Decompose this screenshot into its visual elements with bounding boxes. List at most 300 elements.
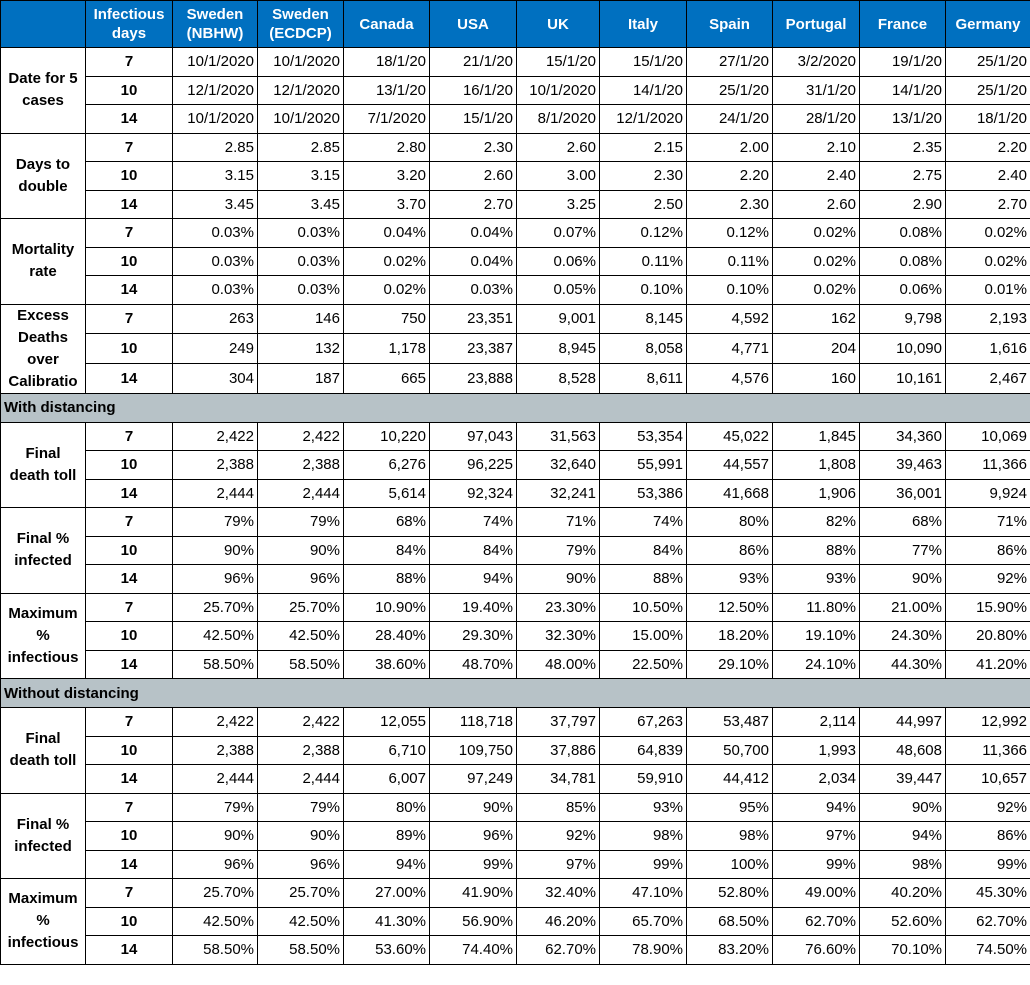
value-cell: 44.30%	[860, 650, 946, 679]
infectious-days-cell: 10	[86, 76, 173, 105]
value-cell: 0.03%	[173, 276, 258, 305]
value-cell: 88%	[344, 565, 430, 594]
value-cell: 42.50%	[173, 907, 258, 936]
value-cell: 0.10%	[687, 276, 773, 305]
table-row	[1, 907, 1030, 936]
value-cell: 97,043	[430, 422, 517, 451]
value-cell: 27.00%	[344, 879, 430, 908]
value-cell: 88%	[773, 536, 860, 565]
value-cell: 13/1/20	[344, 76, 430, 105]
value-cell: 50,700	[687, 736, 773, 765]
table-row	[1, 822, 1030, 851]
value-cell: 12/1/2020	[173, 76, 258, 105]
table-row	[1, 76, 1030, 105]
value-cell: 41.90%	[430, 879, 517, 908]
value-cell: 79%	[258, 793, 344, 822]
value-cell: 2.10	[773, 133, 860, 162]
table-row	[1, 936, 1030, 965]
value-cell: 70.10%	[860, 936, 946, 965]
table-row	[1, 304, 1030, 334]
value-cell: 18/1/20	[946, 105, 1030, 134]
infectious-days-cell: 7	[86, 879, 173, 908]
value-cell: 34,781	[517, 765, 600, 794]
header-country: Sweden (NBHW)	[173, 1, 258, 48]
value-cell: 665	[344, 363, 430, 393]
value-cell: 99%	[773, 850, 860, 879]
metric-label: Days to double	[1, 133, 86, 219]
infectious-days-cell: 14	[86, 276, 173, 305]
value-cell: 77%	[860, 536, 946, 565]
table-header	[1, 1, 1030, 48]
value-cell: 1,845	[773, 422, 860, 451]
value-cell: 52.60%	[860, 907, 946, 936]
value-cell: 263	[173, 304, 258, 334]
value-cell: 2,422	[258, 708, 344, 737]
value-cell: 28/1/20	[773, 105, 860, 134]
value-cell: 25/1/20	[946, 48, 1030, 77]
value-cell: 3.15	[173, 162, 258, 191]
value-cell: 146	[258, 304, 344, 334]
value-cell: 2.60	[517, 133, 600, 162]
value-cell: 25.70%	[173, 879, 258, 908]
value-cell: 3.00	[517, 162, 600, 191]
value-cell: 100%	[687, 850, 773, 879]
value-cell: 62.70%	[517, 936, 600, 965]
value-cell: 41.20%	[946, 650, 1030, 679]
value-cell: 15/1/20	[600, 48, 687, 77]
value-cell: 2,444	[258, 479, 344, 508]
table-row	[1, 422, 1030, 451]
table-row	[1, 793, 1030, 822]
value-cell: 1,178	[344, 334, 430, 364]
table-row	[1, 247, 1030, 276]
value-cell: 21.00%	[860, 593, 946, 622]
value-cell: 2,388	[173, 736, 258, 765]
value-cell: 2,467	[946, 363, 1030, 393]
value-cell: 92%	[946, 565, 1030, 594]
value-cell: 7/1/2020	[344, 105, 430, 134]
value-cell: 0.03%	[173, 219, 258, 248]
table-row	[1, 565, 1030, 594]
value-cell: 2.75	[860, 162, 946, 191]
value-cell: 68%	[344, 508, 430, 537]
value-cell: 1,808	[773, 451, 860, 480]
value-cell: 10/1/2020	[258, 105, 344, 134]
value-cell: 97%	[773, 822, 860, 851]
value-cell: 16/1/20	[430, 76, 517, 105]
value-cell: 0.03%	[173, 247, 258, 276]
value-cell: 2.60	[430, 162, 517, 191]
value-cell: 0.08%	[860, 247, 946, 276]
value-cell: 0.02%	[773, 219, 860, 248]
value-cell: 89%	[344, 822, 430, 851]
infectious-days-cell: 10	[86, 334, 173, 364]
infectious-days-cell: 14	[86, 190, 173, 219]
value-cell: 96%	[258, 565, 344, 594]
value-cell: 0.02%	[773, 247, 860, 276]
value-cell: 2.30	[687, 190, 773, 219]
value-cell: 14/1/20	[600, 76, 687, 105]
value-cell: 0.03%	[258, 276, 344, 305]
value-cell: 80%	[344, 793, 430, 822]
value-cell: 2.20	[946, 133, 1030, 162]
value-cell: 99%	[430, 850, 517, 879]
infectious-days-cell: 7	[86, 593, 173, 622]
section-label: Without distancing	[1, 679, 1030, 708]
value-cell: 68%	[860, 508, 946, 537]
value-cell: 2,444	[258, 765, 344, 794]
value-cell: 49.00%	[773, 879, 860, 908]
metric-label: Final death toll	[1, 708, 86, 794]
table-row	[1, 48, 1030, 77]
value-cell: 96%	[430, 822, 517, 851]
value-cell: 0.02%	[344, 276, 430, 305]
value-cell: 2,422	[173, 708, 258, 737]
value-cell: 53,487	[687, 708, 773, 737]
value-cell: 0.11%	[600, 247, 687, 276]
value-cell: 92,324	[430, 479, 517, 508]
infectious-days-cell: 14	[86, 479, 173, 508]
value-cell: 95%	[687, 793, 773, 822]
value-cell: 1,993	[773, 736, 860, 765]
header-country: Portugal	[773, 1, 860, 48]
value-cell: 94%	[773, 793, 860, 822]
value-cell: 65.70%	[600, 907, 687, 936]
value-cell: 97%	[517, 850, 600, 879]
value-cell: 1,616	[946, 334, 1030, 364]
value-cell: 2.15	[600, 133, 687, 162]
value-cell: 2,422	[173, 422, 258, 451]
value-cell: 13/1/20	[860, 105, 946, 134]
value-cell: 90%	[517, 565, 600, 594]
value-cell: 41,668	[687, 479, 773, 508]
infectious-days-cell: 10	[86, 162, 173, 191]
value-cell: 80%	[687, 508, 773, 537]
value-cell: 44,997	[860, 708, 946, 737]
value-cell: 53,354	[600, 422, 687, 451]
value-cell: 19.40%	[430, 593, 517, 622]
metric-label: Maximum % infectious	[1, 879, 86, 965]
value-cell: 96%	[173, 850, 258, 879]
section-header-row	[1, 679, 1030, 708]
value-cell: 0.02%	[946, 247, 1030, 276]
value-cell: 68.50%	[687, 907, 773, 936]
value-cell: 23,888	[430, 363, 517, 393]
value-cell: 2.20	[687, 162, 773, 191]
value-cell: 25.70%	[173, 593, 258, 622]
value-cell: 2.30	[600, 162, 687, 191]
value-cell: 88%	[600, 565, 687, 594]
infectious-days-cell: 14	[86, 105, 173, 134]
value-cell: 79%	[173, 793, 258, 822]
value-cell: 3.20	[344, 162, 430, 191]
value-cell: 12.50%	[687, 593, 773, 622]
value-cell: 98%	[687, 822, 773, 851]
value-cell: 37,797	[517, 708, 600, 737]
header-country: USA	[430, 1, 517, 48]
value-cell: 92%	[517, 822, 600, 851]
value-cell: 15/1/20	[430, 105, 517, 134]
value-cell: 1,906	[773, 479, 860, 508]
header-infectious-days: Infectious days	[86, 1, 173, 48]
value-cell: 48.70%	[430, 650, 517, 679]
value-cell: 52.80%	[687, 879, 773, 908]
value-cell: 98%	[860, 850, 946, 879]
value-cell: 53.60%	[344, 936, 430, 965]
value-cell: 32.30%	[517, 622, 600, 651]
table-row	[1, 708, 1030, 737]
value-cell: 90%	[860, 793, 946, 822]
table-row	[1, 879, 1030, 908]
value-cell: 0.02%	[344, 247, 430, 276]
value-cell: 44,412	[687, 765, 773, 794]
metric-label: Final % infected	[1, 508, 86, 594]
value-cell: 19/1/20	[860, 48, 946, 77]
value-cell: 2.90	[860, 190, 946, 219]
value-cell: 2.85	[173, 133, 258, 162]
value-cell: 8,611	[600, 363, 687, 393]
value-cell: 15.90%	[946, 593, 1030, 622]
value-cell: 82%	[773, 508, 860, 537]
value-cell: 10,161	[860, 363, 946, 393]
value-cell: 5,614	[344, 479, 430, 508]
value-cell: 76.60%	[773, 936, 860, 965]
value-cell: 4,592	[687, 304, 773, 334]
value-cell: 58.50%	[173, 936, 258, 965]
value-cell: 79%	[173, 508, 258, 537]
value-cell: 24.30%	[860, 622, 946, 651]
value-cell: 79%	[258, 508, 344, 537]
value-cell: 90%	[173, 822, 258, 851]
table-row	[1, 219, 1030, 248]
value-cell: 37,886	[517, 736, 600, 765]
infectious-days-cell: 7	[86, 48, 173, 77]
infectious-days-cell: 7	[86, 133, 173, 162]
metric-label: Excess Deaths over Calibratio	[1, 304, 86, 393]
value-cell: 2.35	[860, 133, 946, 162]
value-cell: 6,007	[344, 765, 430, 794]
value-cell: 10/1/2020	[258, 48, 344, 77]
value-cell: 74.50%	[946, 936, 1030, 965]
value-cell: 10,069	[946, 422, 1030, 451]
value-cell: 2.00	[687, 133, 773, 162]
value-cell: 86%	[687, 536, 773, 565]
value-cell: 10,090	[860, 334, 946, 364]
value-cell: 74%	[600, 508, 687, 537]
value-cell: 15/1/20	[517, 48, 600, 77]
table-row	[1, 622, 1030, 651]
value-cell: 96,225	[430, 451, 517, 480]
metric-label: Final death toll	[1, 422, 86, 508]
value-cell: 9,798	[860, 304, 946, 334]
value-cell: 204	[773, 334, 860, 364]
value-cell: 109,750	[430, 736, 517, 765]
value-cell: 18/1/20	[344, 48, 430, 77]
value-cell: 2.85	[258, 133, 344, 162]
value-cell: 2,034	[773, 765, 860, 794]
value-cell: 74%	[430, 508, 517, 537]
value-cell: 71%	[946, 508, 1030, 537]
metric-label: Mortality rate	[1, 219, 86, 305]
infectious-days-cell: 14	[86, 850, 173, 879]
value-cell: 2,388	[173, 451, 258, 480]
value-cell: 187	[258, 363, 344, 393]
value-cell: 25/1/20	[946, 76, 1030, 105]
value-cell: 58.50%	[173, 650, 258, 679]
value-cell: 0.03%	[258, 247, 344, 276]
header-country: France	[860, 1, 946, 48]
value-cell: 56.90%	[430, 907, 517, 936]
table-row	[1, 276, 1030, 305]
table-row	[1, 105, 1030, 134]
value-cell: 8/1/2020	[517, 105, 600, 134]
value-cell: 90%	[258, 822, 344, 851]
infectious-days-cell: 14	[86, 765, 173, 794]
value-cell: 29.30%	[430, 622, 517, 651]
value-cell: 34,360	[860, 422, 946, 451]
value-cell: 3.45	[258, 190, 344, 219]
value-cell: 0.06%	[517, 247, 600, 276]
value-cell: 9,924	[946, 479, 1030, 508]
value-cell: 45.30%	[946, 879, 1030, 908]
infectious-days-cell: 10	[86, 622, 173, 651]
value-cell: 93%	[687, 565, 773, 594]
value-cell: 2,388	[258, 451, 344, 480]
value-cell: 10,657	[946, 765, 1030, 794]
value-cell: 90%	[860, 565, 946, 594]
value-cell: 11,366	[946, 451, 1030, 480]
table-row	[1, 133, 1030, 162]
value-cell: 0.10%	[600, 276, 687, 305]
header-row	[1, 1, 1030, 48]
infectious-days-cell: 14	[86, 565, 173, 594]
value-cell: 3.70	[344, 190, 430, 219]
infectious-days-cell: 10	[86, 907, 173, 936]
metric-label: Maximum % infectious	[1, 593, 86, 679]
value-cell: 0.12%	[687, 219, 773, 248]
table-row	[1, 162, 1030, 191]
value-cell: 3.15	[258, 162, 344, 191]
value-cell: 92%	[946, 793, 1030, 822]
value-cell: 20.80%	[946, 622, 1030, 651]
value-cell: 32.40%	[517, 879, 600, 908]
value-cell: 2.70	[946, 190, 1030, 219]
value-cell: 750	[344, 304, 430, 334]
value-cell: 40.20%	[860, 879, 946, 908]
metric-label: Date for 5 cases	[1, 48, 86, 134]
infectious-days-cell: 10	[86, 247, 173, 276]
value-cell: 45,022	[687, 422, 773, 451]
value-cell: 84%	[344, 536, 430, 565]
value-cell: 24/1/20	[687, 105, 773, 134]
value-cell: 71%	[517, 508, 600, 537]
value-cell: 86%	[946, 822, 1030, 851]
value-cell: 96%	[258, 850, 344, 879]
value-cell: 46.20%	[517, 907, 600, 936]
value-cell: 32,241	[517, 479, 600, 508]
value-cell: 39,447	[860, 765, 946, 794]
value-cell: 0.11%	[687, 247, 773, 276]
value-cell: 25.70%	[258, 879, 344, 908]
value-cell: 11.80%	[773, 593, 860, 622]
value-cell: 84%	[430, 536, 517, 565]
value-cell: 55,991	[600, 451, 687, 480]
value-cell: 96%	[173, 565, 258, 594]
value-cell: 8,945	[517, 334, 600, 364]
value-cell: 39,463	[860, 451, 946, 480]
value-cell: 23,387	[430, 334, 517, 364]
value-cell: 85%	[517, 793, 600, 822]
value-cell: 94%	[344, 850, 430, 879]
value-cell: 36,001	[860, 479, 946, 508]
value-cell: 64,839	[600, 736, 687, 765]
table-row	[1, 334, 1030, 364]
value-cell: 25.70%	[258, 593, 344, 622]
value-cell: 25/1/20	[687, 76, 773, 105]
header-country: Italy	[600, 1, 687, 48]
header-corner	[1, 1, 86, 48]
value-cell: 31,563	[517, 422, 600, 451]
value-cell: 42.50%	[258, 907, 344, 936]
value-cell: 4,771	[687, 334, 773, 364]
value-cell: 4,576	[687, 363, 773, 393]
header-country: UK	[517, 1, 600, 48]
value-cell: 2.30	[430, 133, 517, 162]
value-cell: 93%	[600, 793, 687, 822]
infectious-days-cell: 14	[86, 363, 173, 393]
value-cell: 2.60	[773, 190, 860, 219]
value-cell: 18.20%	[687, 622, 773, 651]
infectious-days-cell: 10	[86, 536, 173, 565]
table-row	[1, 650, 1030, 679]
table-row	[1, 850, 1030, 879]
value-cell: 8,058	[600, 334, 687, 364]
value-cell: 62.70%	[946, 907, 1030, 936]
table-body	[1, 48, 1030, 965]
infectious-days-cell: 7	[86, 508, 173, 537]
infectious-days-cell: 7	[86, 304, 173, 334]
value-cell: 10.90%	[344, 593, 430, 622]
value-cell: 58.50%	[258, 650, 344, 679]
value-cell: 3.45	[173, 190, 258, 219]
value-cell: 118,718	[430, 708, 517, 737]
section-header-row	[1, 393, 1030, 422]
value-cell: 23.30%	[517, 593, 600, 622]
value-cell: 3/2/2020	[773, 48, 860, 77]
value-cell: 0.01%	[946, 276, 1030, 305]
table-row	[1, 508, 1030, 537]
value-cell: 42.50%	[173, 622, 258, 651]
value-cell: 62.70%	[773, 907, 860, 936]
infectious-days-cell: 7	[86, 793, 173, 822]
value-cell: 41.30%	[344, 907, 430, 936]
table-row	[1, 363, 1030, 393]
infectious-days-cell: 10	[86, 451, 173, 480]
value-cell: 78.90%	[600, 936, 687, 965]
value-cell: 44,557	[687, 451, 773, 480]
value-cell: 162	[773, 304, 860, 334]
value-cell: 10.50%	[600, 593, 687, 622]
value-cell: 10/1/2020	[173, 48, 258, 77]
value-cell: 0.03%	[430, 276, 517, 305]
value-cell: 84%	[600, 536, 687, 565]
value-cell: 93%	[773, 565, 860, 594]
value-cell: 0.04%	[430, 219, 517, 248]
value-cell: 2,444	[173, 765, 258, 794]
value-cell: 27/1/20	[687, 48, 773, 77]
value-cell: 3.25	[517, 190, 600, 219]
value-cell: 79%	[517, 536, 600, 565]
